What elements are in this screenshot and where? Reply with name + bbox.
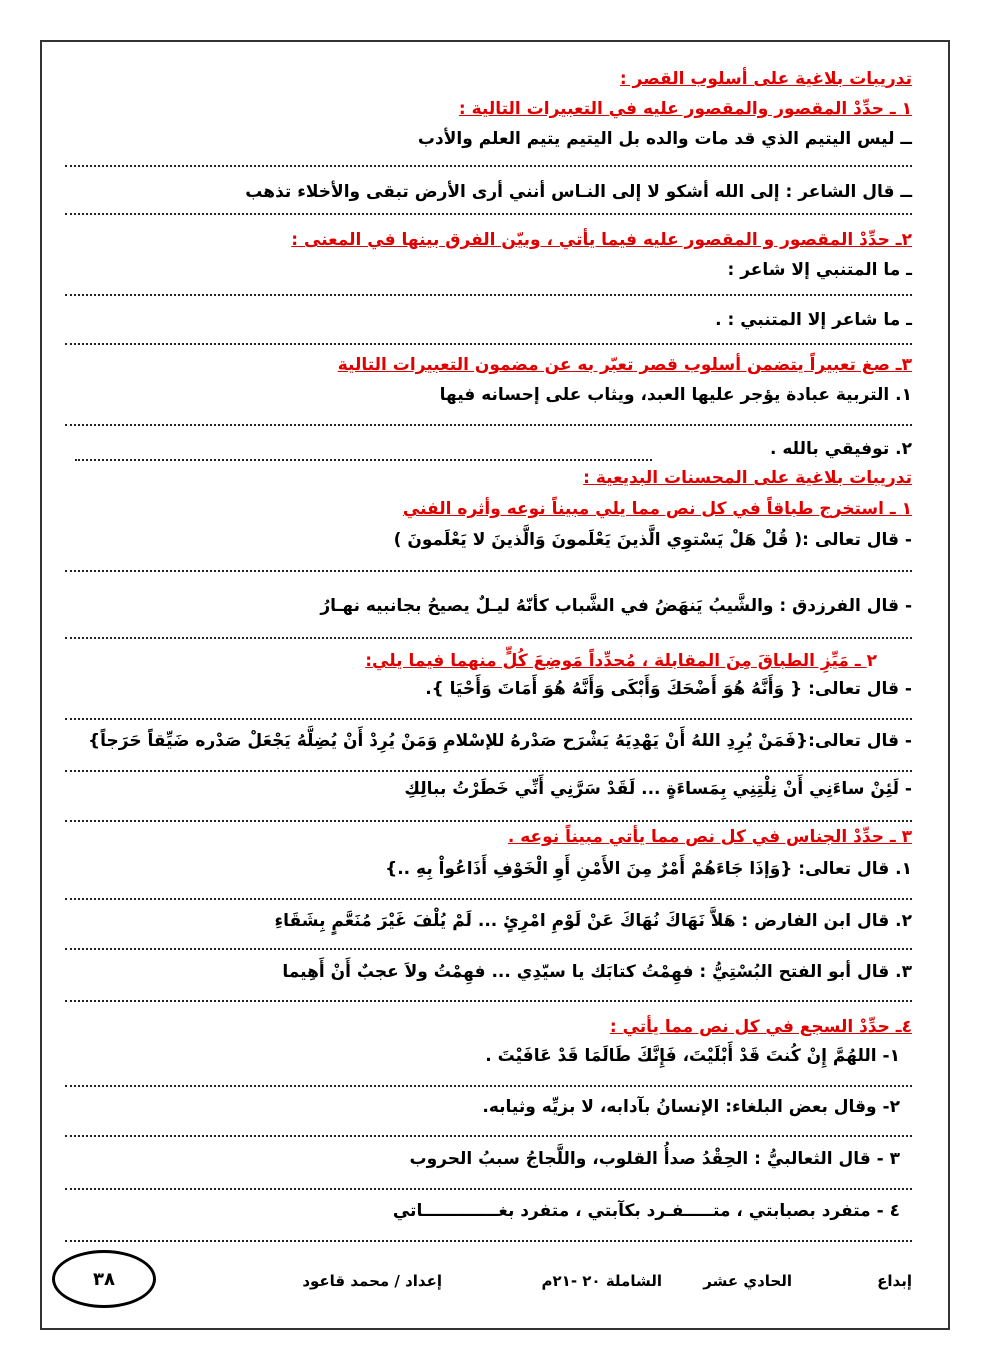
exercise-line: ١. قال تعالى: {وَإذَا جَاءَهُمْ أَمْرٌ مِنَ الأَمْنِ أَوِ الْخَوْفِ أَذَاعُواْ بِهِ ..} [385,859,912,879]
page-number: ٣٨ [52,1250,156,1308]
question-number: ٢ [866,651,877,671]
answer-line [65,343,912,345]
answer-line [65,213,912,215]
section-2-question-1: ١ ـ استخرج طباقاً في كل نص مما يلي مبيناً نوعه وأثره الفني [402,499,912,519]
exercise-line: ٤ - متفرد بصبابتي ، متـــــفـرد بكآبتي ، متفرد بغـــــــــــــاتي [392,1201,900,1221]
exercise-line: ـ ما شاعر إلا المتنبي : . [715,310,912,330]
answer-line [65,637,912,639]
section-2-title: تدريبات بلاغية على المحسنات البديعية : [583,468,912,488]
answer-line [65,1085,912,1087]
exercise-line: - قال الفرزدق : والشَّيبُ يَنهَضُ في الشَّباب كأنّهُ ليـلٌ يصيحُ بجانبيه نهـارُ [320,596,912,616]
exercise-line: - قال تعالى:{فَمَنْ يُرِدِ اللهُ أَنْ يَهْدِيَهُ يَشْرَح صَدْرهُ للإسْلامِ وَمَنْ يُرِدْ أَنْ يُضِلَّهُ يَجْعَلْ صَدْره ضَيِّقاً حَرَجاً} [88,731,912,751]
answer-line [65,570,912,572]
answer-line [65,1240,912,1242]
answer-line [65,1000,912,1002]
exercise-line: - قال تعالى :( قُلْ هَلْ يَسْتوِي الَّذينَ يَعْلَمونَ وَالَّذينَ لا يَعْلَمونَ ) [393,530,912,550]
exercise-line: - قال تعالى: { وَأَنَّهُ هُوَ أَضْحَكَ وَأَبْكَى وَأَنَّهُ هُوَ أَمَاتَ وَأَحْيَا }. [425,679,912,699]
footer-author: إعداد / محمد قاعود [302,1272,442,1290]
answer-line [65,718,912,720]
exercise-line: ــ ليس اليتيم الذي قد مات والده بل اليتيم يتيم العلم والأدب [417,129,912,149]
section-1-question-2: ٢ـ حدِّدْ المقصور و المقصور عليه فيما يأتي ، وبيّن الفرق بينها في المعنى : [291,230,912,250]
exercise-line: - لَئِنْ ساءَنِي أَنْ نِلْتِنِي بِمَساءَةٍ ... لَقَدْ سَرَّنِي أَنِّي خَطَرْتُ ببالِكِ [404,779,912,799]
footer-brand: إبداع [877,1272,912,1290]
answer-line [65,165,912,167]
question-text: ـ مَيِّزِ الطباقَ مِنَ المقابلة ، مُحدِّداً مَوضِعَ كُلٍّ منهما فيما يلي: [365,651,867,671]
exercise-line: ١- اللهُمَّ إِنْ كُنتَ قَدْ أَبْلَيْتَ، فَإِنَّكَ طَالَمَا قَدْ عَافَيْتَ . [485,1046,900,1066]
exercise-line: ١. التربية عبادة يؤجر عليها العبد، ويثاب على إحسانه فيها [439,385,912,405]
answer-line [65,898,912,900]
exercise-line: ٣. قال أبو الفتح البُسْتِيُّ : فهِمْتُ كتابَك يا سيّدِي ... فهِمْتُ ولاَ عجبٌ أَنْ أَهِيما [282,962,912,982]
footer-grade: الحادي عشر [703,1272,792,1290]
exercise-line: ــ قال الشاعر : إلى الله أشكو لا إلى النـاس أنني أرى الأرض تبقى والأخلاء تذهب [245,182,912,202]
answer-line [65,820,912,822]
exercise-line: ٢. توفيقي بالله . [769,439,912,459]
exercise-line: ٣ - قال الثعالبيُّ : الحِقْدُ صدأُ القلوب، واللَّجاجُ سببُ الحروب [409,1149,900,1169]
answer-line [65,1135,912,1137]
exercise-line: ـ ما المتنبي إلا شاعر : [727,260,912,280]
answer-line [65,1188,912,1190]
section-2-question-3: ٣ ـ حدِّدْ الجناس في كل نص مما يأتي مبيناً نوعه . [507,827,912,847]
section-2-question-2 [70,650,877,672]
exercise-line: ٢. قال ابن الفارض : هَلاَّ نَهَاكَ نُهَاكَ عَنْ لَوْمِ امْرِئٍ ... لَمْ يُلْفَ غَيْرَ مُنَعَّمٍ بِشَقَاءِ [274,911,912,931]
footer-edition: الشاملة ٢٠ -٢١م [541,1272,662,1290]
answer-line [65,424,912,426]
exercise-line: ٢- وقال بعض البلغاء: الإنسانُ بآدابه، لا بزيِّه وثيابه. [482,1097,900,1117]
answer-line [65,770,912,772]
section-1-title: تدريبات بلاغية على أسلوب القصر : [619,69,912,89]
section-1-question-1: ١ ـ حدِّدْ المقصور والمقصور عليه في التعبيرات التالية : [458,99,912,119]
answer-line [75,459,652,461]
section-1-question-3: ٣ـ صغ تعبيراً يتضمن أسلوب قصر تعبّر به عن مضمون التعبيرات التالية [337,355,912,375]
answer-line [65,948,912,950]
section-2-question-4: ٤ـ حدِّدْ السجع في كل نص مما يأتي : [609,1017,912,1037]
answer-line [65,294,912,296]
page-footer [70,1272,912,1298]
